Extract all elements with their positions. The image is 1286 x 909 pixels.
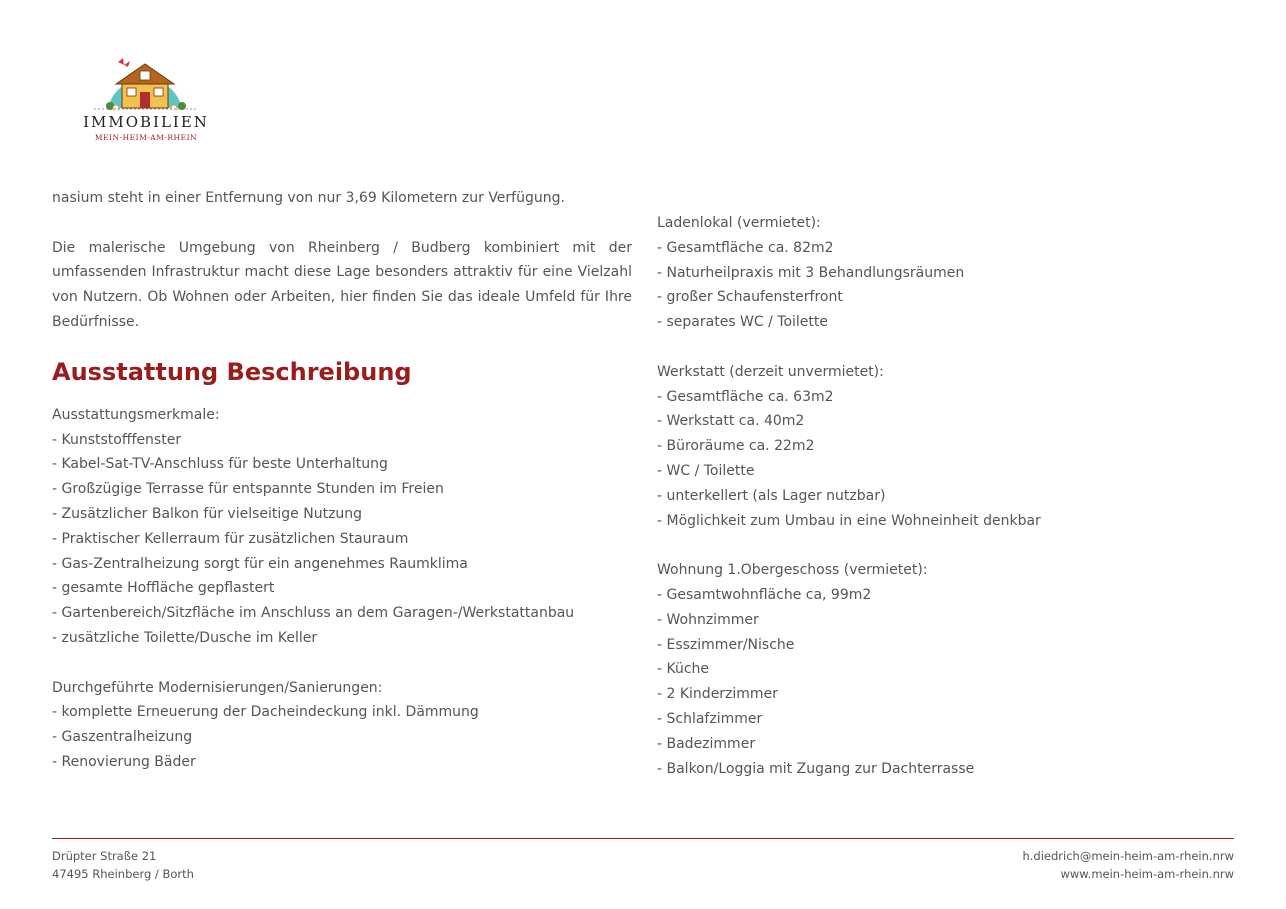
intro-line: nasium steht in einer Entfernung von nur 3,69 Kilometern zur Verfügung.: [52, 190, 565, 206]
list-item: - Möglichkeit zum Umbau in eine Wohneinheit denkbar: [657, 512, 1041, 529]
list-item: - gesamte Hoffläche gepflastert: [52, 580, 275, 597]
list-item: - Praktischer Kellerraum für zusätzlichen Stauraum: [52, 530, 409, 547]
list-item: - großer Schaufensterfront: [657, 289, 843, 306]
spacer: [657, 335, 1237, 360]
list-item: - Küche: [657, 661, 710, 678]
list-item: - Gesamtfläche ca. 82m2: [657, 239, 834, 256]
list-item: - komplette Erneuerung der Dacheindeckung inkl. Dämmung: [52, 704, 479, 721]
list-item: - WC / Toilette: [657, 462, 755, 479]
spacer: [52, 211, 632, 236]
apartment-title: Wohnung 1.Obergeschoss (vermietet):: [657, 562, 928, 579]
list-item: - Schlafzimmer: [657, 710, 763, 727]
list-item: - Balkon/Loggia mit Zugang zur Dachterrasse: [657, 760, 975, 777]
list-item: - unterkellert (als Lager nutzbar): [657, 487, 886, 504]
workshop-list: [657, 385, 1237, 534]
spacer: [52, 651, 632, 676]
list-item: - Gesamtwohnfläche ca, 99m2: [657, 586, 872, 603]
list-item: - Großzügige Terrasse für entspannte Stunden im Freien: [52, 481, 444, 498]
section-heading: Ausstattung Beschreibung: [52, 357, 412, 386]
list-item: - Gesamtfläche ca. 63m2: [657, 388, 834, 405]
list-item: - Gas-Zentralheizung sorgt für ein angenehmes Raumklima: [52, 555, 468, 572]
footer-website-link[interactable]: www.mein-heim-am-rhein.nrw: [1060, 867, 1234, 881]
list-item: - Zusätzlicher Balkon für vielseitige Nutzung: [52, 505, 363, 522]
list-item: - Badezimmer: [657, 735, 756, 752]
list-item: - Gartenbereich/Sitzfläche im Anschluss an dem Garagen-/Werkstattanbau: [52, 605, 575, 622]
list-item: - Werkstatt ca. 40m2: [657, 413, 805, 430]
list-item: - Wohnzimmer: [657, 611, 759, 628]
list-item: - Gaszentralheizung: [52, 729, 193, 746]
list-item: - Kabel-Sat-TV-Anschluss für beste Unterhaltung: [52, 456, 388, 473]
shop-title: Ladenlokal (vermietet):: [657, 215, 821, 231]
footer-street: Drüpter Straße 21: [52, 849, 157, 863]
footer-city: 47495 Rheinberg / Borth: [52, 867, 194, 881]
list-item: - separates WC / Toilette: [657, 314, 829, 331]
list-item: - zusätzliche Toilette/Dusche im Keller: [52, 629, 318, 646]
features-list: [52, 428, 632, 651]
company-logo: [66, 54, 226, 146]
modernization-list: [52, 700, 632, 774]
list-item: - Büroräume ca. 22m2: [657, 438, 815, 455]
list-item: - Kunststofffenster: [52, 431, 182, 448]
footer-contact: [1022, 847, 1234, 883]
shop-list: [657, 236, 1237, 335]
left-column: [52, 186, 632, 775]
right-column: [657, 211, 1237, 781]
spacer: [657, 533, 1237, 558]
logo-tagline: MEIN-HEIM-AM-RHEIN: [94, 133, 198, 142]
list-item: - 2 Kinderzimmer: [657, 686, 778, 703]
list-item: - Esszimmer/Nische: [657, 636, 795, 653]
workshop-title: Werkstatt (derzeit unvermietet):: [657, 363, 884, 380]
location-paragraph: Die malerische Umgebung von Rheinberg / Budberg kombiniert mit der umfassenden Infrastruktur macht diese Lage besonders attraktiv für eine Vielzahl von Nutzern. Ob Wohnen oder Arbeiten, hier finden Sie das ideale Umfeld für Ihre Bedürfnisse.: [52, 239, 632, 330]
features-title: Ausstattungsmerkmale:: [52, 406, 220, 423]
footer-divider: [52, 838, 1234, 839]
footer-email-link[interactable]: h.diedrich@mein-heim-am-rhein.nrw: [1022, 849, 1234, 863]
list-item: - Renovierung Bäder: [52, 753, 196, 770]
apartment-list: [657, 583, 1237, 781]
house-logo-icon: [86, 54, 204, 110]
footer-address: [52, 847, 194, 883]
modernization-title: Durchgeführte Modernisierungen/Sanierungen:: [52, 679, 383, 696]
logo-title: IMMOBILIEN: [83, 113, 209, 131]
list-item: - Naturheilpraxis mit 3 Behandlungsräumen: [657, 264, 965, 281]
